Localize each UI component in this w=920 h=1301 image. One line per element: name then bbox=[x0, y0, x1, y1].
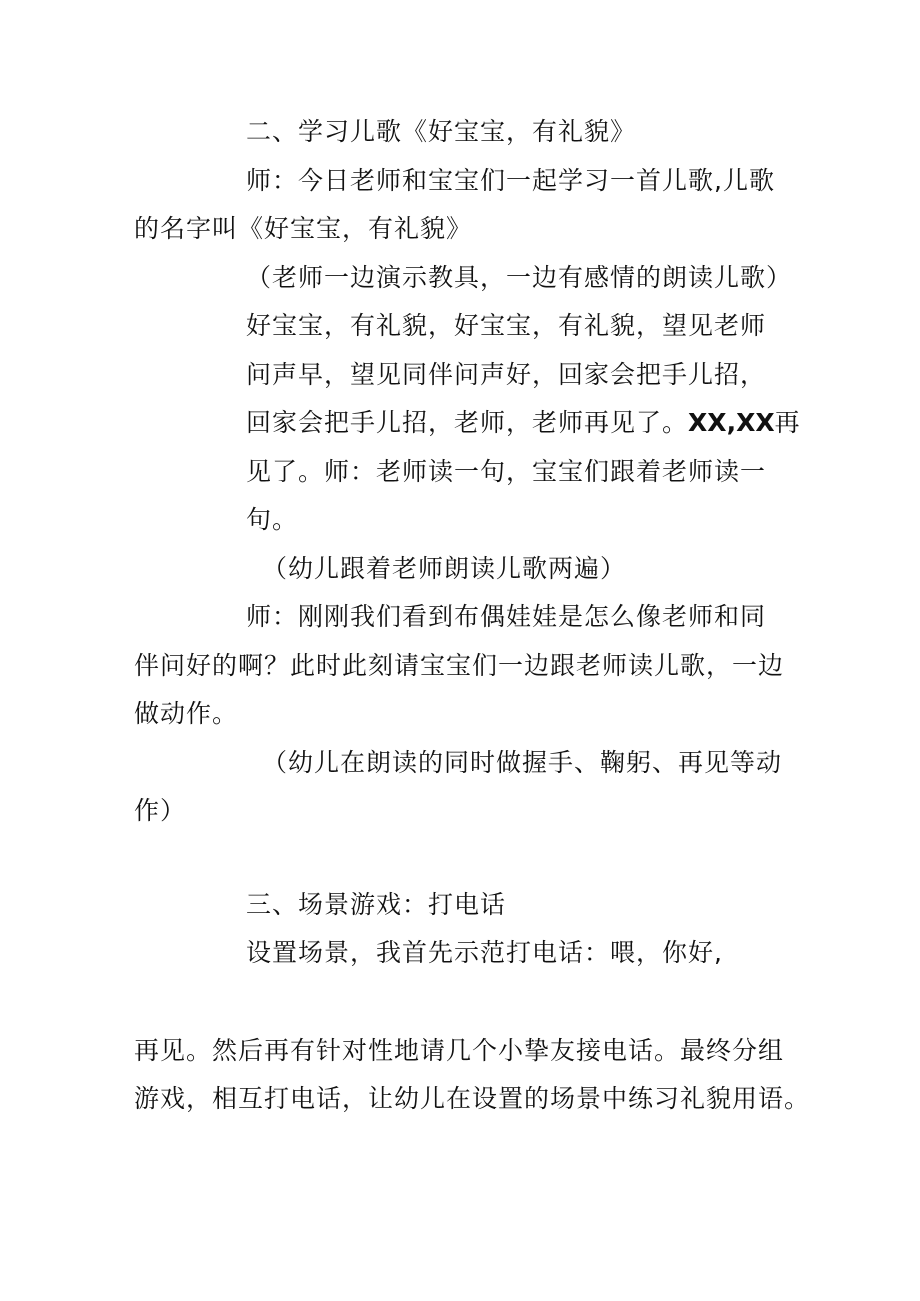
section-heading: 二、学习儿歌《好宝宝，有礼貌》 bbox=[246, 117, 637, 146]
rhyme-text: 再 bbox=[774, 408, 801, 437]
paragraph-line: 再见。然后再有针对性地请几个小挚友接电话。最终分组 bbox=[134, 1036, 785, 1065]
name-placeholder: XX,XX bbox=[688, 408, 775, 437]
paragraph-line: 设置场景，我首先示范打电话：喂，你好, bbox=[246, 938, 723, 967]
stage-note: （幼儿在朗读的同时做握手、鞠躬、再见等动 bbox=[262, 748, 783, 777]
section-heading: 三、场景游戏：打电话 bbox=[246, 890, 507, 919]
rhyme-line: 问声早，望见同伴问声好，回家会把手儿招， bbox=[246, 360, 767, 389]
rhyme-line: 句。 bbox=[246, 505, 299, 534]
rhyme-line: 见了。师：老师读一句，宝宝们跟着老师读一 bbox=[246, 457, 767, 486]
paragraph-line: 游戏，相互打电话，让幼儿在设置的场景中练习礼貌用语。 bbox=[134, 1084, 811, 1113]
rhyme-text: 回家会把手儿招，老师，老师再见了。 bbox=[246, 408, 689, 437]
rhyme-line bbox=[246, 407, 801, 439]
paragraph-line: 师：刚刚我们看到布偶娃娃是怎么像老师和同 bbox=[246, 602, 767, 631]
stage-note: （老师一边演示教具，一边有感情的朗读儿歌） bbox=[246, 263, 793, 292]
paragraph-line: 做动作。 bbox=[134, 699, 239, 728]
stage-note: 作） bbox=[134, 796, 187, 825]
paragraph-line: 师：今日老师和宝宝们一起学习一首儿歌,儿歌 bbox=[246, 166, 775, 195]
rhyme-line: 好宝宝，有礼貌，好宝宝，有礼貌，望见老师 bbox=[246, 311, 767, 340]
stage-note: （幼儿跟着老师朗读儿歌两遍） bbox=[262, 554, 627, 583]
paragraph-line: 的名字叫《好宝宝，有礼貌》 bbox=[134, 214, 473, 243]
paragraph-line: 伴问好的啊？此时此刻请宝宝们一边跟老师读儿歌，一边 bbox=[134, 651, 785, 680]
